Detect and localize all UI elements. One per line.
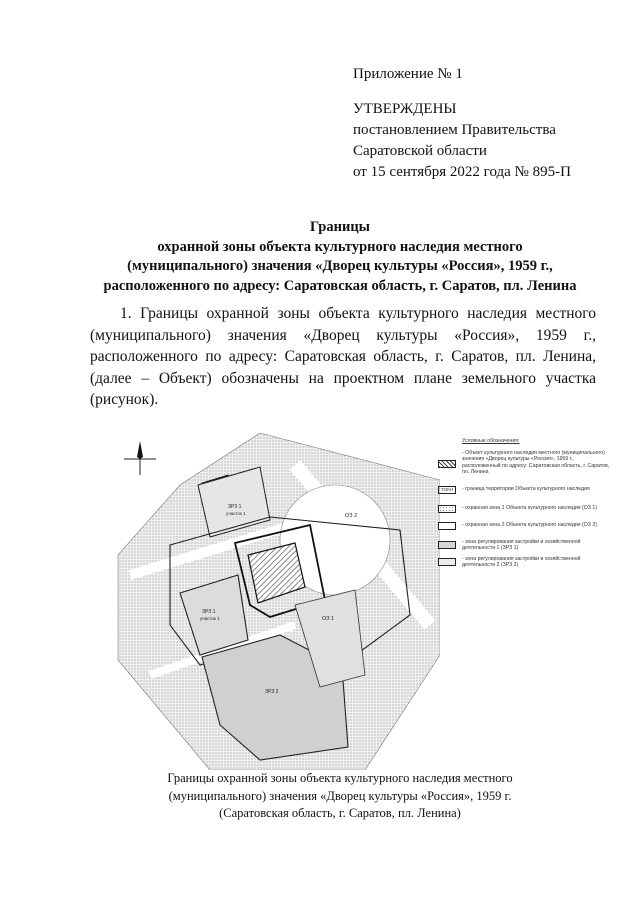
paragraph-1: 1. Границы охранной зоны объекта культурного наследия местного (муниципального) значения «Дворец культуры «Россия», 1959 г., расположенного по адресу: Саратовская область, г. Саратов, пл. Ленина, (далее – Объект) обозначены на проектном плане земельного участка (рисунок). xyxy=(90,305,596,408)
title-line-2: охранной зоны объекта культурного наследия местного xyxy=(157,238,523,255)
label-zrz1-left: ЗРЗ 1 xyxy=(202,609,216,615)
legend-swatch-box: ТОКН xyxy=(438,486,456,494)
document-title xyxy=(60,218,620,296)
north-arrow-icon xyxy=(124,441,156,475)
approved-line-2: Саратовской области xyxy=(353,143,487,159)
site-plan-map xyxy=(110,425,440,770)
label-zrz1-left-sub: участок 1 xyxy=(200,616,220,621)
legend-swatch-hatch xyxy=(438,460,456,468)
title-line-4: расположенного по адресу: Саратовская область, г. Саратов, пл. Ленина xyxy=(103,277,577,294)
caption-line-2: (муниципального) значения «Дворец культуры «Россия», 1959 г. xyxy=(168,788,512,803)
legend-text-territory: - граница территории Объекта культурного наследия xyxy=(462,486,590,492)
label-zrz2: ЗРЗ 2 xyxy=(265,689,279,695)
legend-swatch-plain xyxy=(438,522,456,530)
appendix-label: Приложение № 1 xyxy=(353,66,463,82)
legend-swatch-dots xyxy=(438,505,456,513)
caption-line-1: Границы охранной зоны объекта культурного наследия местного xyxy=(167,771,513,785)
caption-line-3: (Саратовская область, г. Саратов, пл. Ленина) xyxy=(219,806,461,820)
map-legend xyxy=(438,438,618,573)
label-zrz1-upper: ЗРЗ 1 xyxy=(228,504,242,510)
legend-text-oz2: - охранная зона 2 Объекта культурного наследия (ОЗ 2) xyxy=(462,522,597,528)
legend-text-object: - Объект культурного наследия местного (муниципального) значения «Дворец культуры «Россия», 1959 г., расположенный по адресу: Саратовская область, г. Саратов, пл. Ленина xyxy=(462,450,610,475)
title-line-3: (муниципального) значения «Дворец культуры «Россия», 1959 г., xyxy=(127,258,553,274)
figure-caption xyxy=(140,770,540,823)
approved-line-1: постановлением Правительства xyxy=(353,122,556,138)
body-text xyxy=(90,303,596,411)
label-zrz1-upper-sub: участок 1 xyxy=(226,511,246,516)
approved-line-3: от 15 сентября 2022 года № 895-П xyxy=(353,164,571,180)
legend-text-zrz2: - зона регулирования застройки и хозяйственной деятельности 2 (ЗРЗ 2) xyxy=(462,556,581,569)
label-oz2: ОЗ 2 xyxy=(345,513,358,519)
legend-title: Условные обозначения: xyxy=(462,438,520,444)
legend-text-zrz1: - зона регулирования застройки и хозяйственной деятельности 1 (ЗРЗ 1) xyxy=(462,539,581,552)
legend-swatch-light xyxy=(438,558,456,566)
label-oz1: ОЗ 1 xyxy=(322,616,335,622)
approved-heading: УТВЕРЖДЕНЫ xyxy=(353,101,457,117)
approval-block xyxy=(353,99,571,183)
title-line-1: Границы xyxy=(309,219,370,235)
legend-swatch-grid xyxy=(438,541,456,549)
legend-text-oz1: - охранная зона 1 Объекта культурного наследия (ОЗ 1) xyxy=(462,505,597,511)
